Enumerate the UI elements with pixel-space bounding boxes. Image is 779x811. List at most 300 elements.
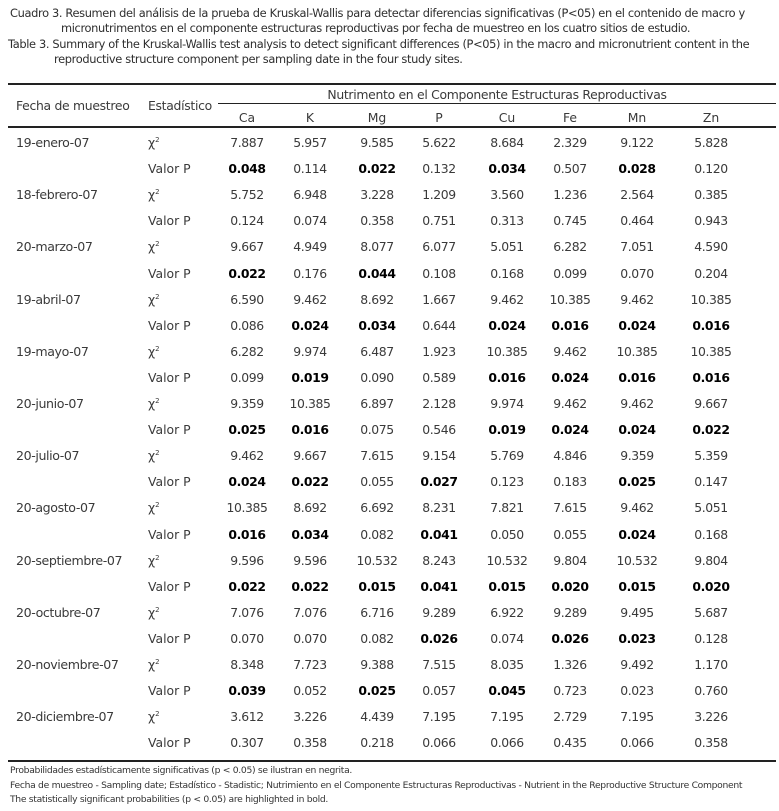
statistic-chi-square: [148, 448, 160, 463]
chi-square-value-k: 7.076: [293, 604, 327, 620]
chi-square-value-mn: 9.462: [620, 291, 654, 307]
chi-square-value-zn: 0.385: [694, 187, 728, 203]
p-value-zn: 0.016: [692, 369, 730, 385]
chi-symbol: χ: [148, 709, 156, 725]
table-row-chi-square: [0, 392, 779, 418]
chi-square-value-mn: 2.564: [620, 187, 654, 203]
p-value-mg: 0.075: [360, 422, 394, 438]
chi-square-value-p: 6.077: [422, 239, 456, 255]
chi-superscript: 2: [155, 605, 160, 614]
note-significance-en: The statistically significant probabilities (p < 0.05) are highlighted in bold.: [10, 794, 328, 805]
p-value-cu: 0.050: [490, 526, 524, 542]
sampling-date: 20-noviembre-07: [16, 657, 119, 672]
statistic-chi-square: [148, 657, 160, 672]
column-header-mg: Mg: [367, 110, 387, 125]
p-value-p: 0.751: [422, 213, 456, 229]
p-value-zn: 0.120: [694, 161, 728, 177]
statistic-p-value: Valor P: [148, 265, 191, 281]
table-row-p-value: [0, 470, 779, 496]
column-header-k: K: [305, 110, 315, 125]
chi-square-value-k: 9.667: [293, 448, 327, 464]
p-value-ca: 0.016: [228, 526, 266, 542]
column-header-cu: Cu: [498, 110, 516, 125]
chi-symbol: χ: [148, 396, 156, 411]
caption-spanish-line-2: micronutrimentos en el componente estructuras reproductivas por fecha de muestreo en los cuatro sitios de estudio.: [61, 21, 691, 36]
chi-square-value-ca: 8.348: [230, 657, 264, 672]
p-value-zn: 0.943: [694, 213, 728, 229]
chi-superscript: 2: [155, 188, 160, 197]
chi-square-value-cu: 5.769: [490, 448, 524, 464]
table-caption: [8, 6, 776, 68]
chi-square-value-mg: 6.487: [360, 343, 394, 359]
p-value-fe: 0.024: [551, 422, 589, 438]
chi-square-value-p: 7.195: [422, 709, 456, 725]
table-row-chi-square: [0, 288, 779, 314]
sampling-date: 18-febrero-07: [16, 187, 98, 203]
p-value-ca: 0.099: [230, 369, 264, 385]
sampling-date: 19-enero-07: [16, 135, 90, 150]
p-value-ca: 0.025: [228, 422, 266, 438]
chi-square-value-cu: 7.821: [490, 500, 524, 516]
p-value-mg: 0.015: [358, 578, 396, 594]
table-row-p-value: [0, 731, 779, 757]
statistic-p-value: Valor P: [148, 213, 191, 229]
p-value-p: 0.026: [420, 630, 458, 646]
chi-square-value-mg: 9.388: [360, 657, 394, 672]
column-header-zn: Zn: [702, 110, 720, 125]
chi-square-value-cu: 3.560: [490, 187, 524, 203]
chi-square-value-zn: 10.385: [690, 291, 732, 307]
chi-square-value-zn: 10.385: [690, 343, 732, 359]
statistic-p-value: Valor P: [148, 578, 191, 594]
chi-square-value-mn: 7.195: [620, 709, 654, 725]
chi-square-value-k: 7.723: [293, 657, 327, 672]
chi-square-value-cu: 10.385: [486, 343, 528, 359]
p-value-mg: 0.034: [358, 317, 396, 333]
p-value-mn: 0.066: [620, 735, 654, 751]
p-value-p: 0.041: [420, 578, 458, 594]
chi-superscript: 2: [155, 397, 160, 405]
header-sampling-date: Fecha de muestreo: [16, 98, 130, 113]
chi-square-value-mg: 6.716: [360, 604, 394, 620]
p-value-cu: 0.019: [488, 422, 526, 438]
statistic-chi-square: [148, 187, 160, 202]
column-header-fe: Fe: [562, 110, 578, 125]
sampling-date: 20-septiembre-07: [16, 552, 123, 568]
note-significance-es: Probabilidades estadísticamente significativas (p < 0.05) se ilustran en negrita.: [10, 765, 353, 776]
caption-english-line-2: reproductive structure component per sampling date in the four study sites.: [54, 52, 463, 67]
p-value-ca: 0.124: [230, 213, 264, 229]
chi-square-value-mn: 7.051: [620, 239, 654, 255]
chi-square-value-mn: 10.385: [616, 343, 658, 359]
p-value-fe: 0.745: [553, 213, 587, 229]
table-row-chi-square: [0, 131, 779, 157]
chi-square-value-p: 1.667: [422, 291, 456, 307]
table-row-p-value: [0, 418, 779, 444]
p-value-k: 0.070: [293, 630, 327, 646]
chi-square-value-zn: 3.226: [694, 709, 728, 725]
p-value-mn: 0.025: [618, 474, 656, 490]
chi-superscript: 2: [155, 344, 160, 353]
chi-superscript: 2: [155, 240, 160, 249]
chi-square-value-cu: 8.684: [490, 135, 524, 150]
p-value-zn: 0.147: [694, 474, 728, 490]
p-value-mg: 0.022: [358, 161, 396, 177]
p-value-cu: 0.074: [490, 630, 524, 646]
chi-square-value-k: 9.596: [293, 552, 327, 568]
chi-square-value-mg: 4.439: [360, 709, 394, 725]
chi-symbol: χ: [148, 291, 156, 307]
p-value-fe: 0.435: [553, 735, 587, 751]
table-row-chi-square: [0, 235, 779, 261]
chi-square-value-mg: 9.585: [360, 135, 394, 150]
p-value-cu: 0.313: [490, 213, 524, 229]
p-value-ca: 0.086: [230, 317, 264, 333]
chi-square-value-ca: 3.612: [230, 709, 264, 725]
p-value-fe: 0.055: [553, 526, 587, 542]
chi-square-value-cu: 8.035: [490, 657, 524, 672]
p-value-mn: 0.024: [618, 526, 656, 542]
p-value-fe: 0.016: [551, 317, 589, 333]
chi-superscript: 2: [155, 501, 160, 510]
chi-square-value-p: 8.231: [422, 500, 456, 516]
table-row-chi-square: [0, 183, 779, 209]
chi-symbol: χ: [148, 135, 156, 150]
chi-symbol: χ: [148, 657, 156, 672]
p-value-p: 0.589: [422, 369, 456, 385]
p-value-mg: 0.082: [360, 630, 394, 646]
chi-square-value-mg: 6.692: [360, 500, 394, 516]
chi-square-value-cu: 9.462: [490, 291, 524, 307]
statistic-chi-square: [148, 239, 160, 254]
chi-square-value-k: 3.226: [293, 709, 327, 725]
p-value-cu: 0.016: [488, 369, 526, 385]
table-row-p-value: [0, 627, 779, 653]
p-value-mn: 0.023: [620, 683, 654, 699]
p-value-fe: 0.024: [551, 369, 589, 385]
statistic-chi-square: [148, 292, 160, 307]
chi-square-value-mn: 10.532: [616, 552, 658, 568]
p-value-zn: 0.204: [694, 265, 728, 281]
chi-symbol: χ: [148, 343, 156, 359]
chi-square-value-mg: 7.615: [360, 448, 394, 464]
chi-square-value-mg: 8.692: [360, 291, 394, 307]
chi-symbol: χ: [148, 604, 156, 620]
chi-square-value-k: 4.949: [293, 239, 327, 255]
statistic-p-value: Valor P: [148, 735, 191, 751]
statistic-chi-square: [148, 344, 160, 359]
chi-square-value-fe: 1.236: [553, 187, 587, 203]
p-value-mg: 0.358: [360, 213, 394, 229]
chi-square-value-p: 2.128: [422, 396, 456, 411]
chi-square-value-mg: 3.228: [360, 187, 394, 203]
chi-symbol: χ: [148, 187, 156, 203]
p-value-ca: 0.307: [230, 735, 264, 751]
p-value-mn: 0.016: [618, 369, 656, 385]
p-value-fe: 0.099: [553, 265, 587, 281]
chi-square-value-mn: 9.122: [620, 135, 654, 150]
p-value-p: 0.057: [422, 683, 456, 699]
chi-square-value-fe: 9.289: [553, 604, 587, 620]
p-value-mg: 0.044: [358, 265, 396, 281]
p-value-cu: 0.024: [488, 317, 526, 333]
p-value-k: 0.016: [291, 422, 329, 438]
chi-superscript: 2: [155, 710, 160, 719]
chi-square-value-mg: 10.532: [356, 552, 398, 568]
chi-square-value-zn: 1.170: [694, 657, 728, 672]
chi-square-value-p: 5.622: [422, 135, 456, 150]
chi-square-value-p: 7.515: [422, 657, 456, 672]
statistic-p-value: Valor P: [148, 369, 191, 385]
p-value-mn: 0.464: [620, 213, 654, 229]
sampling-date: 20-junio-07: [16, 396, 84, 411]
p-value-cu: 0.168: [490, 265, 524, 281]
chi-square-value-p: 1.923: [422, 343, 456, 359]
chi-square-value-ca: 9.462: [230, 448, 264, 464]
sampling-date: 20-julio-07: [16, 448, 80, 464]
p-value-ca: 0.024: [228, 474, 266, 490]
p-value-k: 0.074: [293, 213, 327, 229]
chi-square-value-ca: 9.359: [230, 396, 264, 411]
p-value-fe: 0.020: [551, 578, 589, 594]
p-value-mn: 0.023: [618, 630, 656, 646]
chi-square-value-zn: 5.828: [694, 135, 728, 150]
statistic-chi-square: [148, 500, 160, 515]
statistic-chi-square: [148, 605, 160, 620]
p-value-k: 0.052: [293, 683, 327, 699]
p-value-ca: 0.022: [228, 578, 266, 594]
p-value-mn: 0.028: [618, 161, 656, 177]
statistic-chi-square: [148, 709, 160, 724]
p-value-p: 0.041: [420, 526, 458, 542]
p-value-zn: 0.128: [694, 630, 728, 646]
table-row-p-value: [0, 262, 779, 288]
p-value-ca: 0.039: [228, 683, 266, 699]
sampling-date: 20-marzo-07: [16, 239, 93, 255]
p-value-p: 0.546: [422, 422, 456, 438]
table-row-chi-square: [0, 444, 779, 470]
chi-square-value-k: 9.462: [293, 291, 327, 307]
chi-square-value-fe: 7.615: [553, 500, 587, 516]
p-value-ca: 0.022: [228, 265, 266, 281]
chi-square-value-fe: 2.729: [553, 709, 587, 725]
statistic-p-value: Valor P: [148, 474, 191, 490]
chi-square-value-mn: 9.359: [620, 448, 654, 464]
p-value-mn: 0.024: [618, 422, 656, 438]
chi-square-value-k: 6.948: [293, 187, 327, 203]
column-header-p: P: [435, 110, 443, 125]
statistic-p-value: Valor P: [148, 161, 191, 177]
p-value-mg: 0.218: [360, 735, 394, 751]
sampling-date: 20-octubre-07: [16, 604, 101, 620]
p-value-ca: 0.070: [230, 630, 264, 646]
p-value-fe: 0.026: [551, 630, 589, 646]
header-group-rule: [218, 103, 776, 104]
sampling-date: 19-abril-07: [16, 291, 81, 307]
statistic-chi-square: [148, 553, 160, 568]
p-value-zn: 0.168: [694, 526, 728, 542]
chi-square-value-zn: 5.359: [694, 448, 728, 464]
statistic-p-value: Valor P: [148, 630, 191, 646]
chi-square-value-fe: 10.385: [549, 291, 591, 307]
table-row-p-value: [0, 314, 779, 340]
sampling-date: 20-diciembre-07: [16, 709, 114, 725]
p-value-p: 0.066: [422, 735, 456, 751]
p-value-k: 0.034: [291, 526, 329, 542]
chi-square-value-p: 9.289: [422, 604, 456, 620]
table-row-chi-square: [0, 705, 779, 731]
header-bottom-rule: [8, 126, 776, 128]
caption-spanish-line-1: Cuadro 3. Resumen del análisis de la prueba de Kruskal-Wallis para detectar diferencias significativas (P<05) en el contenido de macro y: [10, 6, 745, 20]
chi-superscript: 2: [155, 292, 160, 301]
chi-square-value-ca: 5.752: [230, 187, 264, 203]
chi-superscript: 2: [155, 553, 160, 562]
p-value-k: 0.176: [293, 265, 327, 281]
table-row-p-value: [0, 575, 779, 601]
statistic-p-value: Valor P: [148, 422, 191, 438]
table-row-p-value: [0, 523, 779, 549]
chi-square-value-p: 8.243: [422, 552, 456, 568]
p-value-cu: 0.066: [490, 735, 524, 751]
statistic-p-value: Valor P: [148, 683, 191, 699]
chi-square-value-cu: 6.922: [490, 604, 524, 620]
chi-square-value-zn: 9.804: [694, 552, 728, 568]
chi-square-value-k: 5.957: [293, 135, 327, 150]
p-value-cu: 0.015: [488, 578, 526, 594]
chi-square-value-ca: 6.282: [230, 343, 264, 359]
table-bottom-rule: [8, 760, 776, 762]
chi-square-value-p: 1.209: [422, 187, 456, 203]
statistic-chi-square: [148, 135, 160, 150]
chi-square-value-mg: 6.897: [360, 396, 394, 411]
p-value-k: 0.022: [291, 578, 329, 594]
chi-square-value-fe: 2.329: [553, 135, 587, 150]
chi-square-value-fe: 9.804: [553, 552, 587, 568]
chi-square-value-ca: 10.385: [226, 500, 268, 516]
chi-square-value-k: 10.385: [289, 396, 331, 411]
p-value-k: 0.022: [291, 474, 329, 490]
chi-square-value-ca: 9.596: [230, 552, 264, 568]
p-value-cu: 0.123: [490, 474, 524, 490]
chi-square-value-ca: 7.887: [230, 135, 264, 150]
table-row-chi-square: [0, 601, 779, 627]
chi-square-value-cu: 10.532: [486, 552, 528, 568]
table-row-p-value: [0, 679, 779, 705]
p-value-p: 0.644: [422, 317, 456, 333]
note-translations: Fecha de muestreo - Sampling date; Estadístico - Stadistic; Nutrimiento en el Componente Estructuras Reproductivas - Nutrient in the Reproductive Structure Component: [10, 779, 743, 791]
p-value-mn: 0.024: [618, 317, 656, 333]
p-value-zn: 0.020: [692, 578, 730, 594]
chi-symbol: χ: [148, 552, 156, 568]
header-nutrient-group: Nutrimento en el Componente Estructuras Reproductivas: [327, 87, 667, 102]
chi-square-value-fe: 9.462: [553, 396, 587, 411]
p-value-p: 0.132: [422, 161, 456, 177]
chi-square-value-ca: 9.667: [230, 239, 264, 255]
chi-superscript: 2: [155, 449, 160, 458]
caption-english-line-1: Table 3. Summary of the Kruskal-Wallis test analysis to detect significant differences (P<05) in the macro and micronutrient content in the: [8, 36, 750, 51]
p-value-fe: 0.723: [553, 683, 587, 699]
header-statistic: Estadístico: [148, 98, 212, 113]
column-header-ca: Ca: [238, 110, 256, 125]
chi-square-value-cu: 7.195: [490, 709, 524, 725]
p-value-zn: 0.016: [692, 317, 730, 333]
table-notes: [10, 764, 775, 808]
p-value-p: 0.108: [422, 265, 456, 281]
p-value-mn: 0.070: [620, 265, 654, 281]
chi-superscript: 2: [155, 658, 160, 666]
p-value-zn: 0.760: [694, 683, 728, 699]
p-value-cu: 0.034: [488, 161, 526, 177]
p-value-mg: 0.090: [360, 369, 394, 385]
p-value-k: 0.358: [293, 735, 327, 751]
chi-symbol: χ: [148, 239, 156, 255]
chi-square-value-fe: 6.282: [553, 239, 587, 255]
table-row-chi-square: [0, 340, 779, 366]
chi-symbol: χ: [148, 500, 156, 516]
chi-square-value-cu: 5.051: [490, 239, 524, 255]
statistic-p-value: Valor P: [148, 317, 191, 333]
table-top-rule: [8, 83, 776, 85]
p-value-k: 0.024: [291, 317, 329, 333]
chi-square-value-k: 8.692: [293, 500, 327, 516]
sampling-date: 19-mayo-07: [16, 343, 89, 359]
p-value-p: 0.027: [420, 474, 458, 490]
chi-square-value-mg: 8.077: [360, 239, 394, 255]
table-row-p-value: [0, 157, 779, 183]
chi-square-value-k: 9.974: [293, 343, 327, 359]
chi-square-value-mn: 9.462: [620, 500, 654, 516]
chi-square-value-mn: 9.495: [620, 604, 654, 620]
chi-square-value-ca: 7.076: [230, 604, 264, 620]
chi-square-value-mn: 9.462: [620, 396, 654, 411]
chi-square-value-fe: 9.462: [553, 343, 587, 359]
chi-square-value-ca: 6.590: [230, 291, 264, 307]
chi-square-value-zn: 5.687: [694, 604, 728, 620]
table-row-p-value: [0, 366, 779, 392]
statistic-p-value: Valor P: [148, 526, 191, 542]
chi-symbol: χ: [148, 448, 156, 464]
p-value-zn: 0.358: [694, 735, 728, 751]
p-value-mg: 0.082: [360, 526, 394, 542]
chi-square-value-zn: 9.667: [694, 396, 728, 411]
chi-square-value-fe: 4.846: [553, 448, 587, 464]
chi-square-value-p: 9.154: [422, 448, 456, 464]
chi-square-value-cu: 9.974: [490, 396, 524, 411]
table-row-p-value: [0, 209, 779, 235]
p-value-cu: 0.045: [488, 683, 526, 699]
chi-superscript: 2: [155, 136, 160, 144]
chi-square-value-mn: 9.492: [620, 657, 654, 672]
p-value-mg: 0.055: [360, 474, 394, 490]
p-value-fe: 0.507: [553, 161, 587, 177]
table-row-chi-square: [0, 496, 779, 522]
statistic-chi-square: [148, 396, 160, 411]
table-row-chi-square: [0, 549, 779, 575]
p-value-zn: 0.022: [692, 422, 730, 438]
chi-square-value-zn: 5.051: [694, 500, 728, 516]
chi-square-value-fe: 1.326: [553, 657, 587, 672]
p-value-k: 0.019: [291, 369, 329, 385]
p-value-k: 0.114: [293, 161, 327, 177]
sampling-date: 20-agosto-07: [16, 500, 96, 516]
table-row-chi-square: [0, 653, 779, 679]
p-value-fe: 0.183: [553, 474, 587, 490]
column-header-mn: Mn: [627, 110, 647, 125]
p-value-mg: 0.025: [358, 683, 396, 699]
p-value-ca: 0.048: [228, 161, 266, 177]
chi-square-value-zn: 4.590: [694, 239, 728, 255]
p-value-mn: 0.015: [618, 578, 656, 594]
